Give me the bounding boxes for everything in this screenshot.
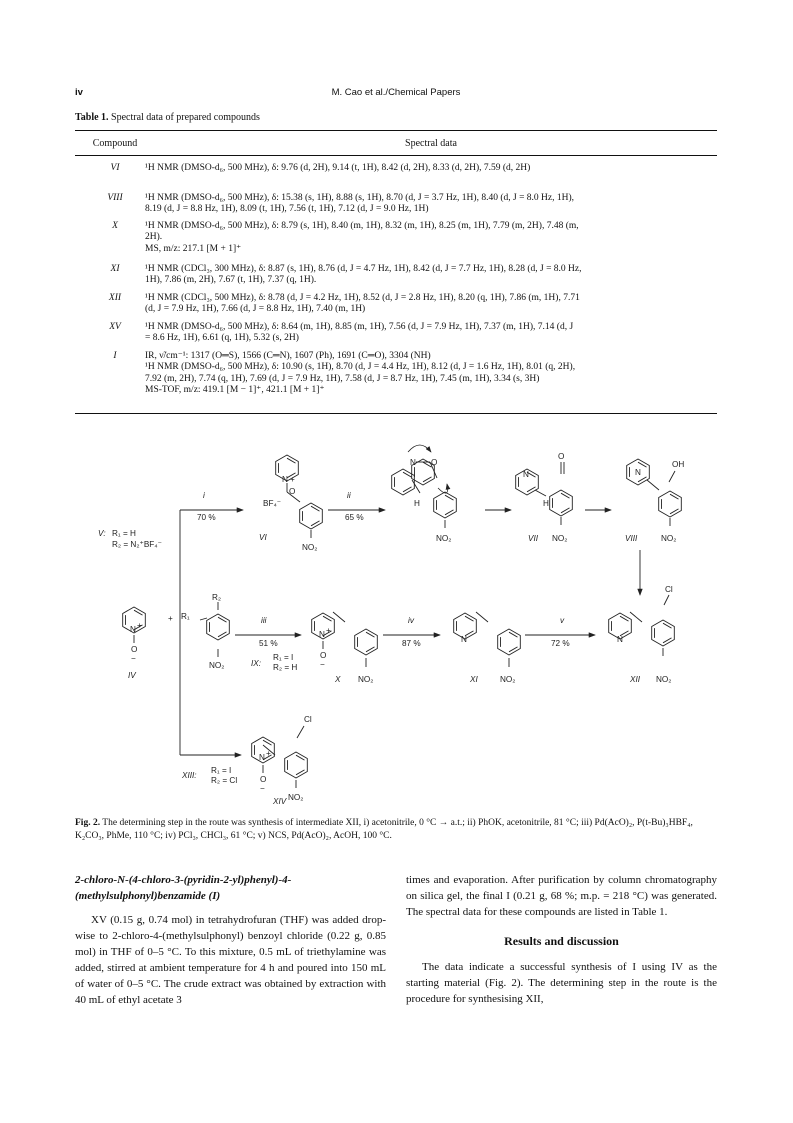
r2-partner: R₂ bbox=[212, 593, 222, 602]
aromatic-ring bbox=[355, 629, 378, 655]
n-VII: N bbox=[523, 470, 529, 479]
spectral-line: MS, m/z: 217.1 [M + 1]⁺ bbox=[145, 243, 242, 254]
spectral-line: (d, J = 7.9 Hz, 1H), 7.66 (d, J = 8.8 Hz, 1H), 7.40 (m, 1H) bbox=[145, 304, 366, 315]
table-header-spectral: Spectral data bbox=[405, 138, 457, 149]
o-X: O bbox=[320, 651, 327, 660]
label-VIII: VIII bbox=[625, 534, 638, 543]
compound-cell: VIII bbox=[107, 193, 123, 203]
xiii-r1: R₁ = I bbox=[211, 766, 232, 775]
o-VII: O bbox=[558, 452, 565, 461]
aromatic-ring bbox=[434, 492, 457, 518]
n-XI: N bbox=[461, 635, 467, 644]
aromatic-ring bbox=[659, 491, 682, 517]
yield-ii: 65 % bbox=[345, 513, 364, 522]
journal-citation: M. Cao et al./Chemical Papers bbox=[331, 87, 461, 98]
table-header-compound: Compound bbox=[92, 138, 138, 149]
plus-sign: + bbox=[168, 614, 173, 623]
label-XI: XI bbox=[470, 675, 478, 684]
yield-v: 72 % bbox=[551, 639, 570, 648]
o-int: O bbox=[431, 458, 438, 467]
aromatic-ring bbox=[498, 629, 521, 655]
table-top-rule bbox=[75, 130, 717, 131]
spectral-line: MS-TOF, m/z: 419.1 [M − 1]⁺, 421.1 [M + 1]⁺ bbox=[145, 384, 325, 395]
v-r1: R₁ = H bbox=[112, 529, 136, 538]
spectral-data-cell bbox=[145, 193, 717, 216]
plus-X: + bbox=[326, 626, 331, 635]
xiii-r2: R₂ = Cl bbox=[211, 776, 238, 785]
no2-X: NO₂ bbox=[358, 675, 374, 684]
no2-XII: NO₂ bbox=[656, 675, 672, 684]
label-XII: XII bbox=[630, 675, 641, 684]
spectral-data-cell bbox=[145, 293, 717, 316]
spectral-data-cell bbox=[145, 221, 717, 255]
compound-cell: X bbox=[112, 221, 118, 231]
spectral-line: 8.19 (d, J = 8.8 Hz, 1H), 8.09 (t, 1H), 7.56 (t, 1H), 7.12 (d, J = 9.0 Hz, 1H) bbox=[145, 204, 429, 215]
n-XIV: N bbox=[259, 753, 265, 762]
spectral-line: ¹H NMR (DMSO-d₆, 500 MHz), δ: 15.38 (s, 1H), 8.88 (s, 1H), 8.70 (d, J = 3.7 Hz, 1H), 8.40 (d, J = 8.0 Hz, 1H), bbox=[145, 193, 575, 203]
paragraph-results: The data indicate a successful synthesis of I using IV as the starting material (Fig. 2). The determining step in the route is the procedure for synthesising XII, bbox=[406, 961, 717, 1005]
no2-int: NO₂ bbox=[436, 534, 452, 543]
spectral-line: ¹H NMR (CDCl₃, 300 MHz), δ: 8.87 (s, 1H), 8.76 (d, J = 4.7 Hz, 1H), 8.42 (d, J = 7.7 Hz, 1H), 8.28 (d, J = 8.0 Hz, bbox=[145, 264, 582, 274]
h-int: H bbox=[414, 499, 420, 508]
label-X: X bbox=[335, 675, 341, 684]
table-header-rule bbox=[75, 155, 717, 156]
spectral-line: 1H), 7.86 (m, 2H), 7.67 (t, 1H), 7.37 (q, 1H). bbox=[145, 275, 317, 286]
step-iv: iv bbox=[408, 616, 414, 625]
reaction-scheme bbox=[75, 430, 717, 815]
spectral-line: 2H). bbox=[145, 232, 163, 243]
label-VI: VI bbox=[259, 533, 267, 542]
figure-label: Fig. 2. bbox=[75, 818, 101, 828]
section-heading-results: Results and discussion bbox=[504, 934, 619, 948]
yield-iii: 51 % bbox=[259, 639, 278, 648]
no2-XI: NO₂ bbox=[500, 675, 516, 684]
compound-cell: XI bbox=[110, 264, 120, 274]
no2-VI: NO₂ bbox=[302, 543, 318, 552]
cl-XIV: Cl bbox=[304, 715, 312, 724]
r1-partner: R₁ bbox=[181, 612, 190, 621]
figure-caption-text: The determining step in the route was synthesis of intermediate XII, i) acetonitrile, 0 °C → a.t.; ii) PhOK, acetonitrile, 81 °C; iii) Pd(AcO)₂, P(t-Bu)₃HBF₄, K₂CO₃, PhMe, 110 °C; iv) PCl₃, CHCl₃, 61 °C; v) NCS, Pd(AcO)₂, AcOH, 100 °C. bbox=[75, 818, 693, 841]
n-XII: N bbox=[617, 635, 623, 644]
cl-XII: Cl bbox=[665, 585, 673, 594]
spectral-data-cell bbox=[145, 322, 717, 345]
compound-cell: I bbox=[113, 351, 117, 361]
o-VI: O bbox=[289, 487, 296, 496]
paragraph-synthesis: XV (0.15 g, 0.74 mol) in tetrahydrofuran (THF) was added drop-wise to 2-chloro-4-(methylsulphonyl) benzoyl chloride (0.22 g, 0.85 mol) in THF of 0–5 °C. To this mixture, 0.5 mL of triethylamine was added, stirred at ambient temperature for 4 h and poured into 150 mL of water of 0–5 °C. The crude extract was obtained by extraction with 40 mL of ethyl acetate 3 bbox=[75, 914, 386, 1006]
v-r2: R₂ = N₂⁺BF₄⁻ bbox=[112, 540, 162, 549]
no2-XIV: NO₂ bbox=[288, 793, 304, 802]
spectral-data-cell bbox=[145, 264, 717, 287]
paragraph-continuation: times and evaporation. After purification by column chromatography on silica gel, the final I (0.21 g, 68 %; m.p. = 218 °C) was generated. The spectral data for these compounds are listed in Table 1. bbox=[406, 874, 717, 918]
aromatic-ring bbox=[550, 490, 573, 516]
compound-cell: VI bbox=[110, 163, 120, 173]
no2-VIII: NO₂ bbox=[661, 534, 677, 543]
yield-iv: 87 % bbox=[402, 639, 421, 648]
table-label: Table 1. bbox=[75, 112, 109, 123]
right-column bbox=[406, 872, 717, 1007]
spectral-data-cell bbox=[145, 163, 717, 174]
bf4-counterion: BF₄⁻ bbox=[263, 499, 282, 508]
figure-caption bbox=[75, 817, 717, 842]
ix-r1: R₁ = I bbox=[273, 653, 294, 662]
aromatic-ring bbox=[207, 614, 230, 640]
aromatic-ring bbox=[652, 620, 675, 646]
plus-VI: + bbox=[290, 475, 295, 484]
aromatic-ring bbox=[285, 752, 308, 778]
section-title-compound-I: 2-chloro-N-(4-chloro-3-(pyridin-2-yl)phenyl)-4-(methylsulphonyl)benzamide (I) bbox=[75, 874, 292, 902]
table-caption-text: Spectral data of prepared compounds bbox=[111, 112, 260, 123]
table-caption bbox=[75, 112, 260, 123]
ix-label: IX: bbox=[251, 659, 262, 668]
aromatic-ring bbox=[300, 503, 323, 529]
spectral-line: = 8.6 Hz, 1H), 6.61 (q, 1H), 5.32 (s, 2H) bbox=[145, 333, 299, 344]
step-ii: ii bbox=[347, 491, 351, 500]
compound-cell: XV bbox=[109, 322, 121, 332]
label-XIV: XIV bbox=[273, 797, 287, 806]
minus-X: − bbox=[320, 660, 325, 669]
spectral-data-cell bbox=[145, 351, 717, 396]
n-VIII: N bbox=[635, 468, 641, 477]
oh-VIII: OH bbox=[672, 460, 685, 469]
minus-IV: − bbox=[131, 654, 136, 663]
spectral-line: ¹H NMR (CDCl₃, 500 MHz), δ: 8.78 (d, J = 4.2 Hz, 1H), 8.52 (d, J = 2.8 Hz, 1H), 8.20 (q, 1H), 7.86 (m, 1H), 7.71 bbox=[145, 293, 580, 303]
spectral-line: ¹H NMR (DMSO-d₆, 500 MHz), δ: 10.90 (s, 1H), 8.70 (d, J = 4.4 Hz, 1H), 8.12 (d, J = 1.6 Hz, 1H), 8.01 (q, 2H), bbox=[145, 362, 576, 373]
n-VI: N bbox=[282, 475, 288, 484]
step-v: v bbox=[560, 616, 565, 625]
minus-XIV: − bbox=[260, 784, 265, 793]
xiii-label: XIII: bbox=[182, 771, 197, 780]
o-IV: O bbox=[131, 645, 138, 654]
v-label: V: bbox=[98, 529, 106, 538]
step-i: i bbox=[203, 491, 205, 500]
label-VII: VII bbox=[528, 534, 539, 543]
spectral-line: ¹H NMR (DMSO-d₆, 500 MHz), δ: 8.79 (s, 1H), 8.40 (m, 1H), 8.32 (m, 1H), 8.25 (m, 1H), 7.79 (m, 2H), 7.48 (m, bbox=[145, 221, 579, 231]
o-XIV: O bbox=[260, 775, 267, 784]
aromatic-ring bbox=[392, 469, 415, 495]
no2-partner: NO₂ bbox=[209, 661, 225, 670]
n-X: N bbox=[319, 630, 325, 639]
no2-VII: NO₂ bbox=[552, 534, 568, 543]
spectral-line: 7.92 (m, 2H), 7.74 (q, 1H), 7.69 (d, J = 7.9 Hz, 1H), 7.58 (d, J = 8.7 Hz, 1H), 7.45 (m, 1H), 3.34 (s, 3H) bbox=[145, 373, 540, 384]
left-column bbox=[75, 872, 386, 1008]
plus-XIV: + bbox=[266, 749, 271, 758]
table-bottom-rule bbox=[75, 413, 717, 414]
h-VII: H bbox=[543, 499, 549, 508]
ix-r2: R₂ = H bbox=[273, 663, 298, 672]
label-IV: IV bbox=[128, 671, 136, 680]
spectral-line: ¹H NMR (DMSO-d₆, 500 MHz), δ: 9.76 (d, 2H), 9.14 (t, 1H), 8.42 (d, 2H), 8.33 (d, 2H), 7.59 (d, 2H) bbox=[145, 163, 531, 173]
n-IV: N bbox=[130, 625, 136, 634]
step-iii: iii bbox=[261, 616, 267, 625]
spectral-line: ¹H NMR (DMSO-d₆, 500 MHz), δ: 8.64 (m, 1H), 8.85 (m, 1H), 7.56 (d, J = 7.9 Hz, 1H), 7.37 (m, 1H), 7.14 (d, J bbox=[145, 322, 574, 332]
plus-IV: + bbox=[137, 621, 142, 630]
running-header bbox=[75, 87, 717, 101]
spectral-line: IR, ν̃/cm⁻¹: 1317 (O═S), 1566 (C═N), 1607 (Ph), 1691 (C═O), 3304 (NH) bbox=[145, 351, 431, 361]
page-number: iv bbox=[75, 87, 83, 98]
yield-i: 70 % bbox=[197, 513, 216, 522]
n-int: N bbox=[410, 458, 416, 467]
compound-cell: XII bbox=[108, 293, 122, 303]
